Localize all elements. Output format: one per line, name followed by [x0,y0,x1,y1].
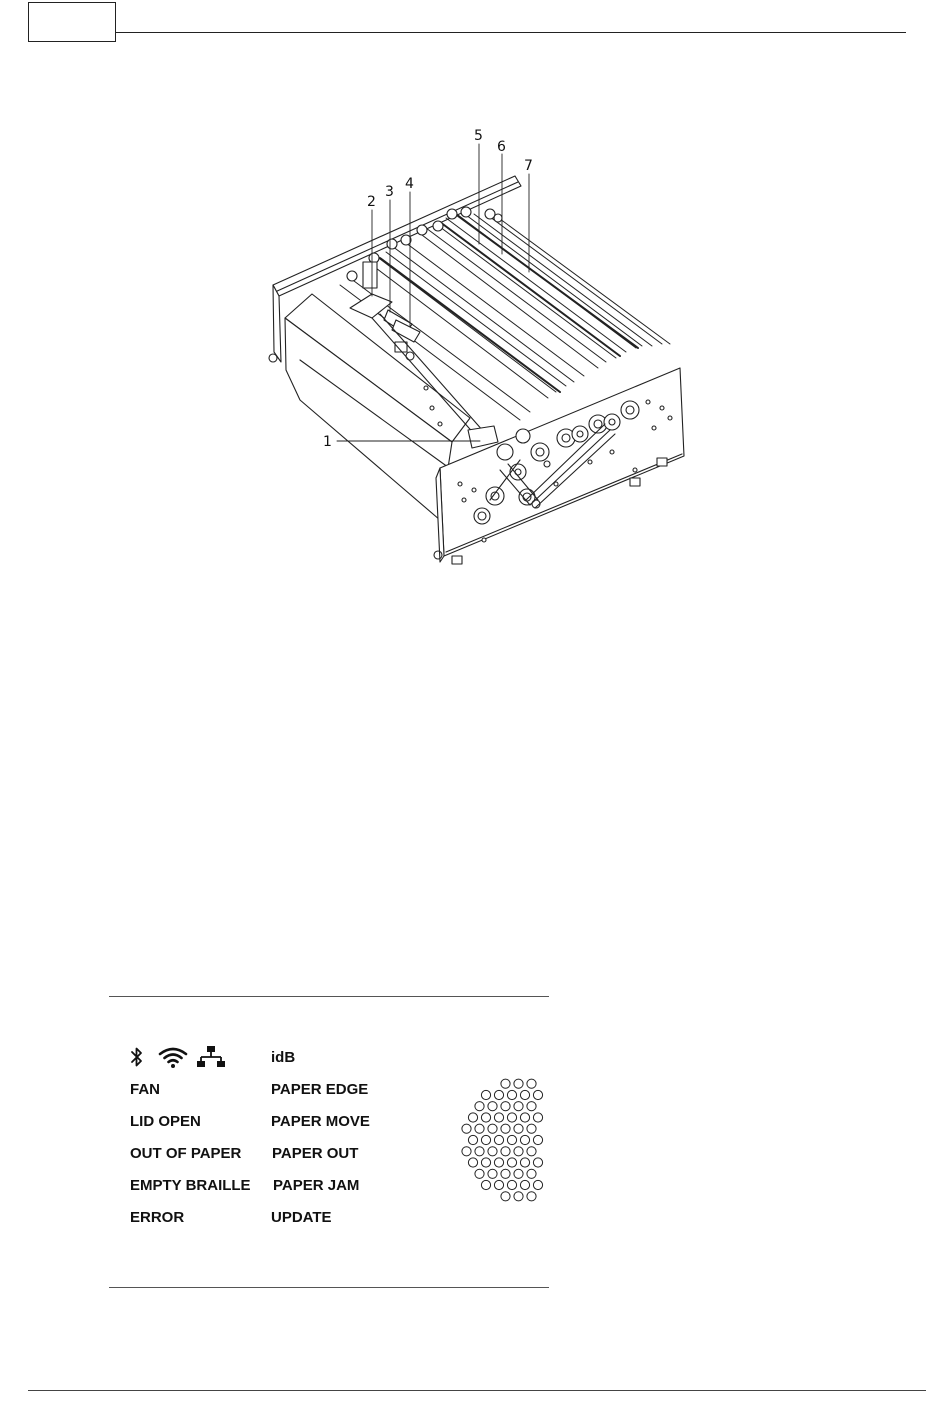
speaker-hole [488,1102,497,1111]
status-lid-open: LID OPEN [130,1113,201,1130]
embosser-mechanism-drawing [0,0,950,620]
speaker-hole [507,1113,516,1122]
speaker-hole [533,1113,542,1122]
speaker-hole [514,1192,523,1201]
speaker-hole [481,1135,490,1144]
speaker-hole [475,1124,484,1133]
status-error: ERROR [130,1209,185,1226]
speaker-hole [514,1147,523,1156]
status-out-of-paper: OUT OF PAPER [130,1145,242,1162]
speaker-hole [520,1158,529,1167]
speaker-hole [527,1124,536,1133]
callout-3: 3 [385,184,394,200]
speaker-hole [527,1079,536,1088]
status-panel-top-rule [109,996,549,997]
callout-4: 4 [405,176,414,192]
speaker-hole [481,1158,490,1167]
speaker-hole [507,1158,516,1167]
speaker-hole [488,1147,497,1156]
speaker-hole [494,1158,503,1167]
status-panel-bottom-rule [109,1287,549,1288]
speaker-hole [475,1169,484,1178]
speaker-grille-icon [455,1072,549,1208]
speaker-hole [462,1124,471,1133]
speaker-hole [475,1147,484,1156]
callout-7: 7 [524,158,533,174]
speaker-hole [462,1147,471,1156]
status-paper-edge: PAPER EDGE [271,1081,369,1098]
status-paper-move: PAPER MOVE [271,1113,370,1130]
speaker-hole [481,1113,490,1122]
status-fan: FAN [130,1081,160,1098]
speaker-hole [488,1124,497,1133]
speaker-hole [514,1079,523,1088]
speaker-hole [507,1090,516,1099]
speaker-hole [533,1158,542,1167]
speaker-hole [514,1102,523,1111]
speaker-hole [501,1102,510,1111]
speaker-hole [533,1135,542,1144]
status-idb: idB [271,1049,296,1066]
callout-2: 2 [367,194,376,210]
connectivity-icons [128,1045,226,1069]
status-empty-braille: EMPTY BRAILLE [130,1177,251,1194]
speaker-hole [475,1102,484,1111]
status-paper-out: PAPER OUT [272,1145,359,1162]
speaker-hole [494,1090,503,1099]
speaker-hole [507,1135,516,1144]
speaker-hole [494,1113,503,1122]
status-update: UPDATE [271,1209,332,1226]
callout-5: 5 [474,128,483,144]
speaker-hole [527,1102,536,1111]
footer-rule [28,1390,926,1391]
callout-1: 1 [323,434,332,450]
speaker-hole [527,1147,536,1156]
speaker-hole [514,1124,523,1133]
speaker-hole [514,1169,523,1178]
speaker-hole [501,1169,510,1178]
speaker-hole [520,1180,529,1189]
speaker-hole [494,1135,503,1144]
speaker-hole [501,1147,510,1156]
bluetooth-icon [128,1046,146,1068]
speaker-hole [520,1090,529,1099]
speaker-hole [507,1180,516,1189]
speaker-hole [527,1169,536,1178]
speaker-hole [501,1124,510,1133]
speaker-hole [494,1180,503,1189]
speaker-hole [533,1180,542,1189]
speaker-hole [481,1090,490,1099]
speaker-hole [468,1135,477,1144]
speaker-hole [533,1090,542,1099]
callout-6: 6 [497,139,506,155]
speaker-hole [501,1079,510,1088]
status-paper-jam: PAPER JAM [273,1177,360,1194]
speaker-hole [520,1135,529,1144]
speaker-hole [468,1158,477,1167]
speaker-hole [468,1113,477,1122]
speaker-hole [481,1180,490,1189]
speaker-hole [488,1169,497,1178]
speaker-hole [501,1192,510,1201]
speaker-hole [520,1113,529,1122]
wifi-icon [156,1045,190,1069]
ethernet-network-icon [196,1045,226,1069]
speaker-hole [527,1192,536,1201]
